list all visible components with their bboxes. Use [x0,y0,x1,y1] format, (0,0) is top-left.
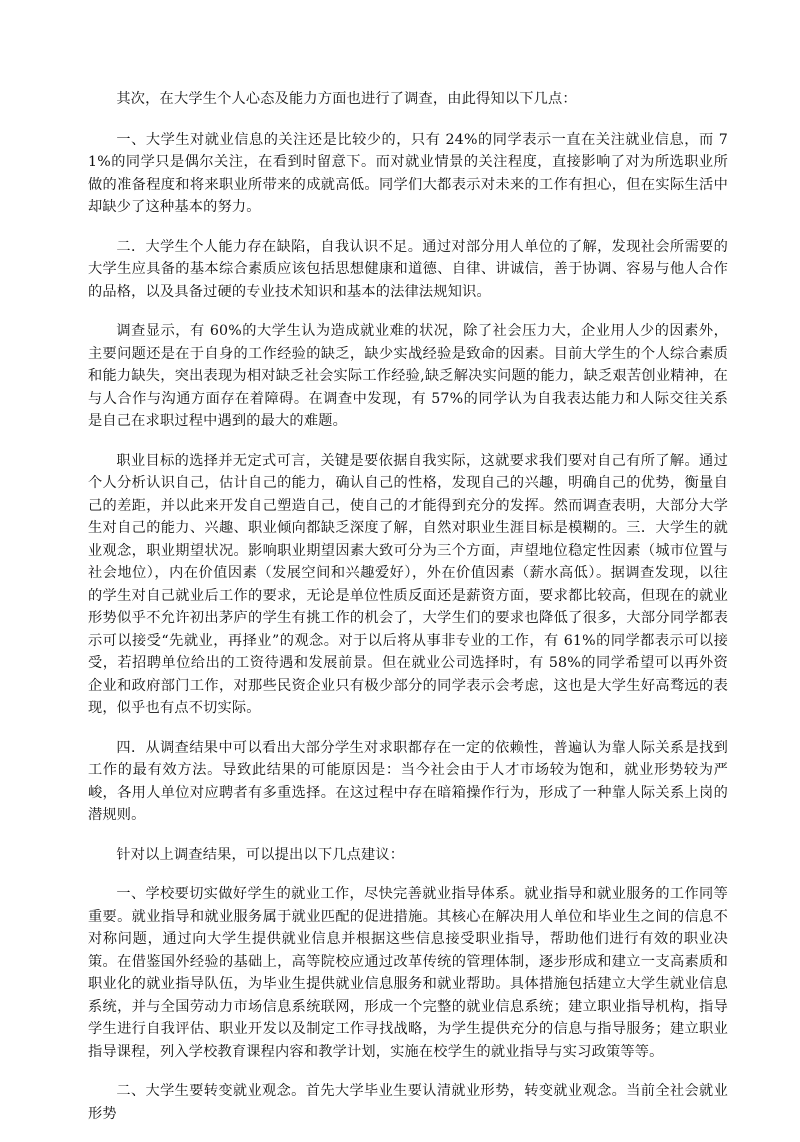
paragraph-suggestion-1: 一、学校要切实做好学生的就业工作，尽快完善就业指导体系。就业指导和就业服务的工作同等重要。就业指导和就业服务属于就业匹配的促进措施。其核心在解决用人单位和毕业生之间的信息不对称问题，通过向大学生提供就业信息并根据这些信息接受职业指导，帮助他们进行有效的职业决策。在借鉴国外经验的基础上，高等院校应通过改革传统的管理体制，逐步形成和建立一支高素质和职业化的就业指导队伍，为毕业生提供就业信息服务和就业帮助。具体措施包括建立大学生就业信息系统，并与全国劳动力市场信息系统联网，形成一个完整的就业信息系统；建立职业指导机构，指导学生进行自我评估、职业开发以及制定工作寻找战略，为学生提供充分的信息与指导服务；建立职业指导课程，列入学校教育课程内容和教学计划，实施在校学生的就业指导与实习政策等等。 [88,886,728,1060]
paragraph-suggestions-intro: 针对以上调查结果，可以提出以下几点建议： [116,846,405,863]
paragraph-point-1: 一、大学生对就业信息的关注还是比较少的，只有 24%的同学表示一直在关注就业信息，而 71%的同学只是偶尔关注，在看到时留意下。而对就业情景的关注程度，直接影响了对为所选职业所做的准备程度和将来职业所带来的成就高低。同学们大都表示对未来的工作有担心，但在实际生活中却缺少了这种基本的努力。 [88,131,728,215]
paragraph-point-2: 二．大学生个人能力存在缺陷，自我认识不足。通过对部分用人单位的了解，发现社会所需要的大学生应具备的基本综合素质应该包括思想健康和道德、自律、讲诚信，善于协调、容易与他人合作的品格，以及具备过硬的专业技术知识和基本的法律法规知识。 [88,238,728,300]
paragraph-point-4: 四．从调查结果中可以看出大部分学生对求职都存在一定的依赖性，普遍认为靠人际关系是找到工作的最有效方法。导致此结果的可能原因是：当今社会由于人才市场较为饱和，就业形势较为严峻，各用人单位对应聘者有多重选择。在这过程中存在暗箱操作行为，形成了一种靠人际关系上岗的潜规则。 [88,739,728,823]
document-page [88,88,728,1142]
paragraph-intro: 其次，在大学生个人心态及能力方面也进行了调查，由此得知以下几点： [116,91,577,107]
paragraph-suggestion-2: 二、大学生要转变就业观念。首先大学毕业生要认清就业形势，转变就业观念。当前全社会就业形势 [88,1083,728,1122]
paragraph-survey-findings: 调查显示，有 60%的大学生认为造成就业难的状况，除了社会压力大，企业用人少的因素外，主要问题还是在于自身的工作经验的缺乏，缺少实战经验是致命的因素。目前大学生的个人综合素质和能力缺失，突出表现为相对缺乏社会实际工作经验,缺乏解决实问题的能力，缺乏艰苦创业精神，在与人合作与沟通方面存在着障碍。在调查中发现，有 57%的同学认为自我表达能力和人际交往关系是自己在求职过程中遇到的最大的难题。 [88,323,728,429]
paragraph-career-goals: 职业目标的选择并无定式可言，关键是要依据自我实际，这就要求我们要对自己有所了解。通过个人分析认识自己，估计自己的能力，确认自己的性格，发现自己的兴趣，明确自己的优势，衡量自己的差距，并以此来开发自己塑造自己，使自己的才能得到充分的发挥。然而调查表明，大部分大学生对自己的能力、兴趣、职业倾向都缺乏深度了解，自然对职业生涯目标是模糊的。三．大学生的就业观念，职业期望状况。影响职业期望因素大致可分为三个方面，声望地位稳定性因素（城市位置与社会地位），内在价值因素（发展空间和兴趣爱好），外在价值因素（薪水高低）。据调查发现，以往的学生对自己就业后工作的要求，无论是单位性质反面还是薪资方面，要求都比较高，但现在的就业形势似乎不允许初出茅庐的学生有挑工作的机会了，大学生们的要求也降低了很多，大部分同学都表示可以接受“先就业，再择业”的观念。对于以后将从事非专业的工作，有 61%的同学都表示可以接受，若招聘单位给出的工资待遇和发展前景。但在就业公司选择时，有 58%的同学希望可以再外资企业和政府部门工作，对那些民资企业只有极少部分的同学表示会考虑，这也是大学生好高骛远的表现，似乎也有点不切实际。 [88,452,728,716]
